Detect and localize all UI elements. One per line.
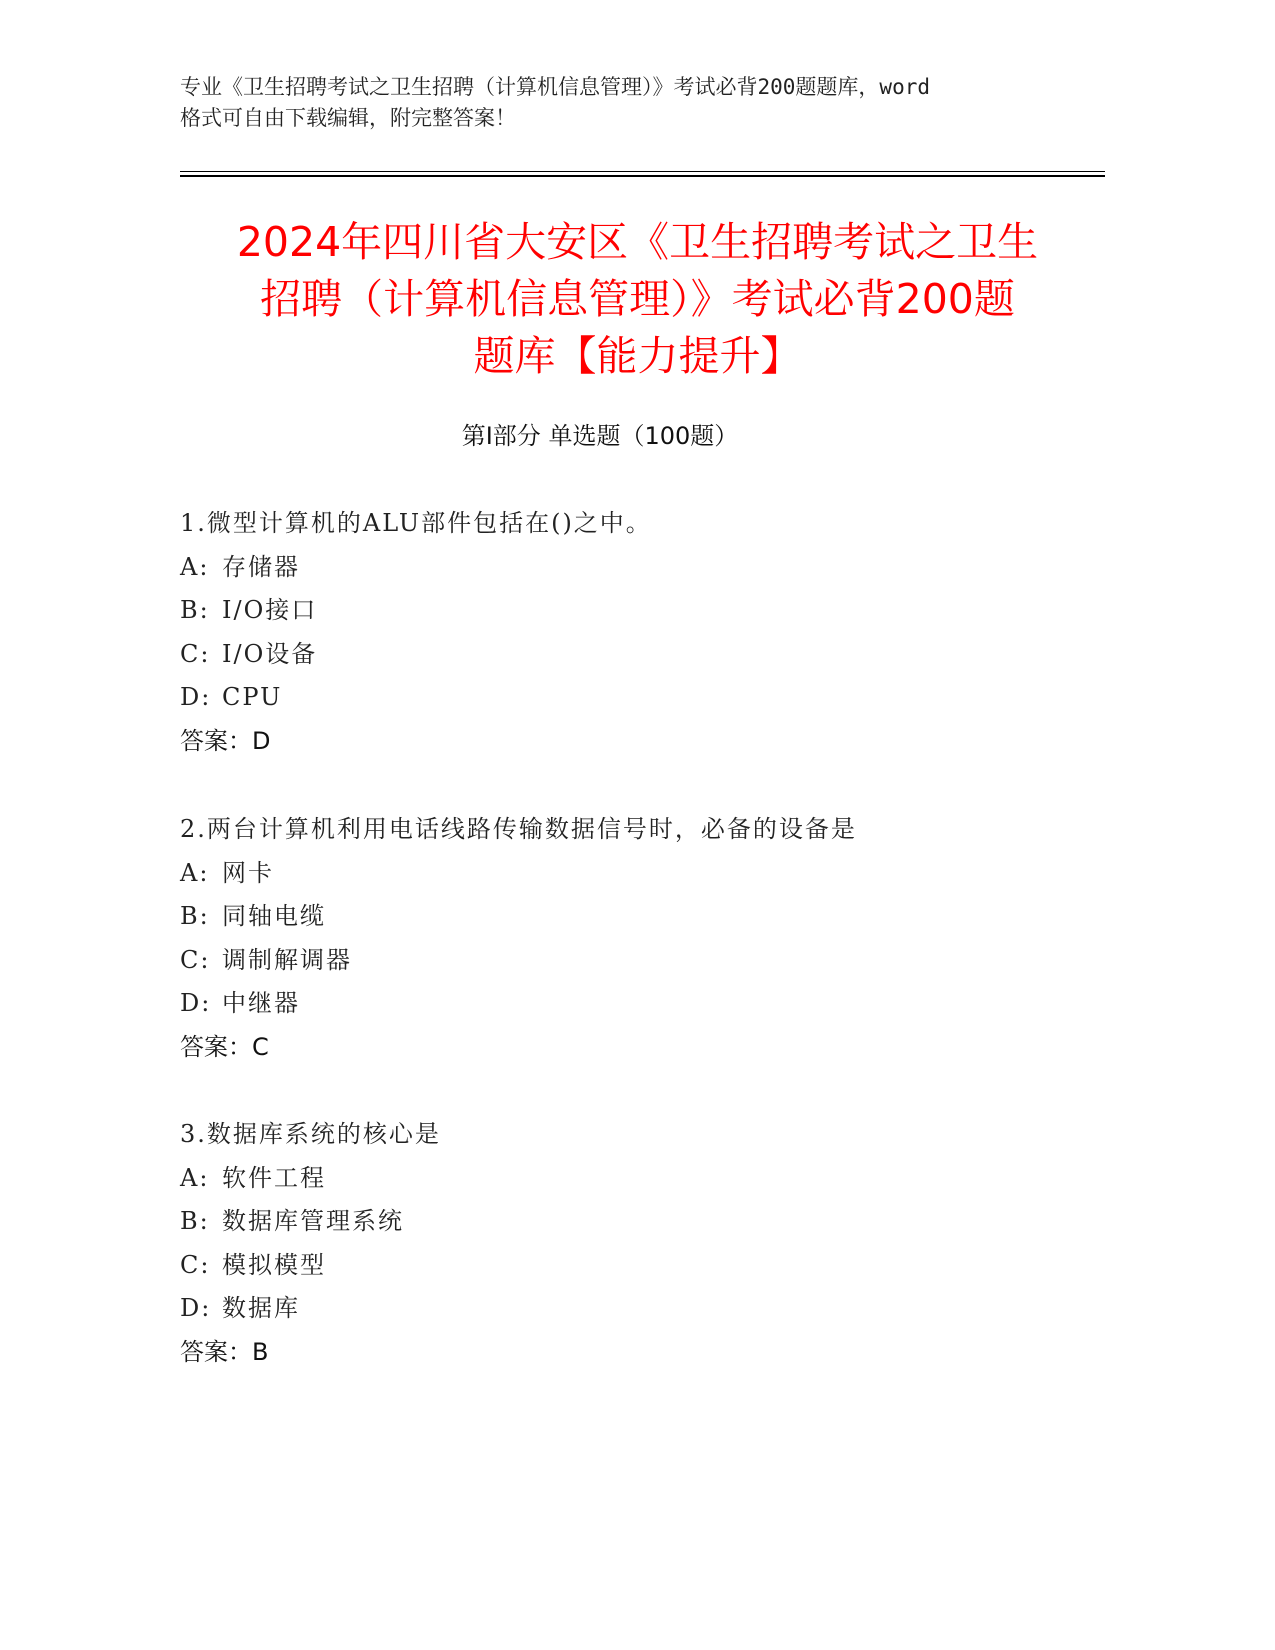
option-a [180,852,1080,896]
option-letter: C: [180,1250,211,1279]
option-letter: D: [180,1294,212,1323]
answer: 答案：D [180,726,271,755]
header-divider-thick [180,175,1105,177]
option-text: 软件工程 [222,1163,326,1192]
option-text: I/O设备 [222,639,318,668]
header-note-line-2: 格式可自由下载编辑，附完整答案！ [180,106,516,130]
option-letter: D: [180,989,212,1018]
option-text: 数据库管理系统 [222,1207,404,1236]
question-2 [180,808,1080,1070]
option-text: CPU [222,683,283,712]
option-text: 数据库 [222,1294,300,1323]
question-1 [180,502,1080,764]
header-divider-thin [180,171,1105,172]
option-text: 模拟模型 [222,1250,326,1279]
option-letter: A: [180,1163,210,1192]
option-letter: B: [180,902,210,931]
question-stem: 1.微型计算机的ALU部件包括在()之中。 [180,509,652,537]
option-c [180,939,1080,983]
option-c [180,633,1080,677]
option-b [180,895,1080,939]
document-title [150,214,1125,385]
option-d [180,982,1080,1026]
option-b [180,1200,1080,1244]
title-line-3: 题库【能力提升】 [473,332,802,380]
option-letter: C: [180,945,211,974]
answer: 答案：B [180,1337,269,1366]
option-letter: D: [180,683,212,712]
question-stem: 2.两台计算机利用电话线路传输数据信号时，必备的设备是 [180,815,857,843]
option-text: I/O接口 [222,596,318,625]
header-note-line-1: 专业《卫生招聘考试之卫生招聘（计算机信息管理）》考试必背200题题库，word [180,75,930,99]
option-text: 存储器 [222,552,300,581]
question-stem: 3.数据库系统的核心是 [180,1120,441,1148]
title-line-1: 2024年四川省大安区《卫生招聘考试之卫生 [236,218,1039,266]
header-note [180,72,1060,134]
option-text: 中继器 [222,989,300,1018]
option-c [180,1244,1080,1288]
option-letter: A: [180,858,210,887]
option-letter: B: [180,1207,210,1236]
option-letter: B: [180,596,210,625]
option-text: 同轴电缆 [222,902,326,931]
option-b [180,589,1080,633]
option-letter: A: [180,552,210,581]
option-letter: C: [180,639,211,668]
option-a [180,1157,1080,1201]
option-text: 调制解调器 [222,945,352,974]
section-heading: 第Ⅰ部分 单选题（100题） [461,422,739,450]
answer: 答案：C [180,1032,269,1061]
option-a [180,546,1080,590]
question-3 [180,1113,1080,1375]
option-d [180,676,1080,720]
option-text: 网卡 [222,858,274,887]
option-d [180,1287,1080,1331]
title-line-2: 招聘（计算机信息管理）》考试必背200题 [260,275,1015,323]
